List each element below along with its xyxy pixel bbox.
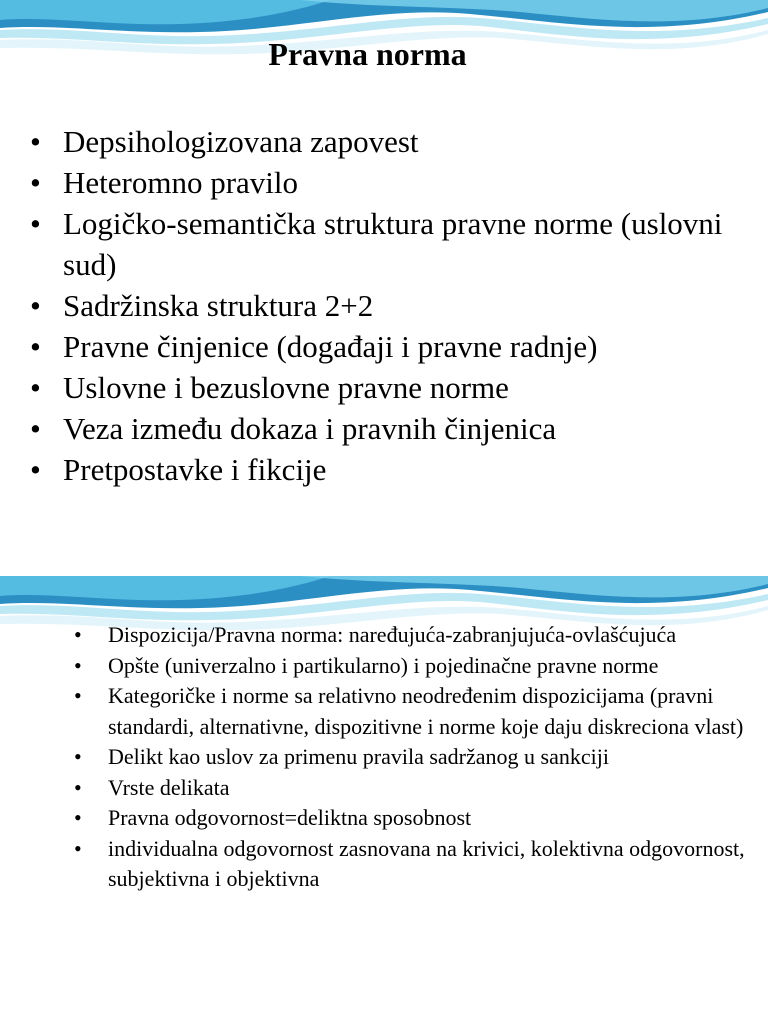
bullet-dot-icon: • — [30, 411, 41, 446]
bullet-item — [30, 408, 730, 449]
bullet-text: Vrste delikata — [108, 774, 230, 800]
bullet-list — [74, 620, 754, 895]
bullet-item — [74, 773, 754, 804]
bullet-item — [74, 803, 754, 834]
bullet-text: Veza između dokaza i pravnih činjenica — [63, 411, 557, 446]
bullet-item — [74, 620, 754, 651]
bullet-dot-icon: • — [74, 744, 82, 769]
bullet-dot-icon: • — [30, 206, 41, 241]
bullet-dot-icon: • — [30, 452, 41, 487]
bullet-text: Opšte (univerzalno i partikularno) i pojedinačne pravne norme — [108, 652, 659, 678]
bullet-list — [30, 121, 730, 490]
bullet-item — [30, 203, 730, 285]
bullet-item — [30, 285, 730, 326]
bullet-dot-icon: • — [74, 652, 82, 678]
bullet-text: Logičko-semantička struktura pravne norme (uslovni sud) — [63, 206, 723, 282]
slide-title: Pravna norma — [268, 36, 467, 72]
bullet-item — [74, 742, 754, 773]
bullet-dot-icon: • — [74, 805, 82, 830]
bullet-text: Pravne činjenice (događaji i pravne radnje) — [63, 329, 598, 364]
bullet-dot-icon: • — [30, 329, 41, 364]
bullet-text: Uslovne i bezuslovne pravne norme — [63, 370, 509, 405]
bullet-item — [30, 367, 730, 408]
bullet-dot-icon: • — [74, 683, 82, 708]
bullet-item — [30, 326, 730, 367]
bullet-item — [74, 834, 754, 895]
bullet-text: Delikt kao uslov za primenu pravila sadržanog u sankciji — [108, 744, 609, 769]
bullet-dot-icon: • — [30, 165, 41, 200]
bullet-item — [74, 681, 754, 742]
bullet-item — [74, 651, 754, 682]
bullet-text: Kategoričke i norme sa relativno neodređenim dispozicijama (pravni standardi, alternativne, dispozitivne i norme koje daju diskreciona vlast) — [108, 683, 744, 739]
bullet-text: Heteromno pravilo — [63, 165, 299, 200]
bullet-item — [30, 162, 730, 203]
bullet-text: Dispozicija/Pravna norma: naređujuća-zabranjujuća-ovlašćujuća — [108, 622, 677, 647]
bullet-item — [30, 121, 730, 162]
bullet-dot-icon: • — [74, 774, 82, 800]
bullet-dot-icon: • — [30, 124, 41, 159]
bullet-dot-icon: • — [30, 288, 41, 323]
bullet-text: Pravna odgovornost=deliktna sposobnost — [108, 805, 472, 830]
bullet-dot-icon: • — [74, 622, 82, 647]
bullet-text: Pretpostavke i fikcije — [63, 452, 327, 487]
bullet-text: Depsihologizovana zapovest — [63, 124, 419, 159]
bullet-item — [30, 449, 730, 490]
bullet-text: individualna odgovornost zasnovana na krivici, kolektivna odgovornost, subjektivna i objektivna — [108, 835, 745, 891]
bullet-dot-icon: • — [74, 835, 82, 861]
bullet-dot-icon: • — [30, 370, 41, 405]
bullet-text: Sadržinska struktura 2+2 — [63, 288, 374, 323]
slide-2 — [0, 576, 768, 1024]
